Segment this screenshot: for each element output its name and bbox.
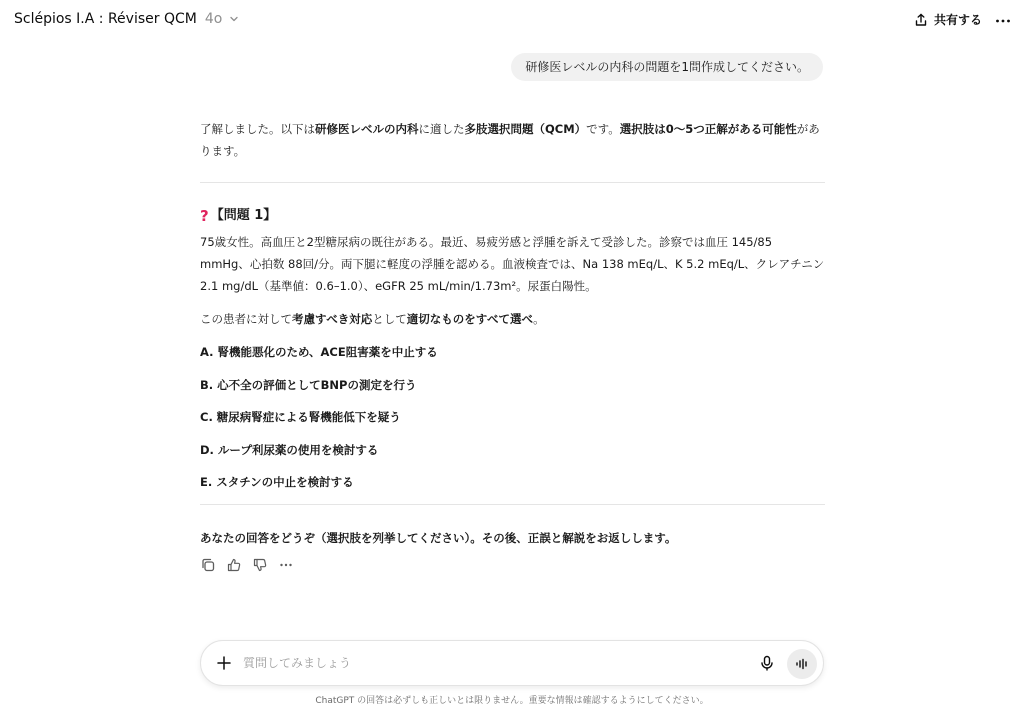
share-button[interactable]: [914, 11, 982, 28]
option-d: D. ループ利尿薬の使用を検討する: [200, 442, 379, 457]
question-mark-icon: ?: [200, 207, 209, 225]
instruction-text: 。: [533, 312, 545, 326]
question-heading: [200, 205, 825, 227]
copy-icon[interactable]: [200, 557, 216, 573]
intro-paragraph: [200, 118, 825, 162]
user-message: 研修医レベルの内科の問題を1問作成してください。: [511, 53, 823, 81]
intro-text: 了解しました。以下は: [200, 122, 315, 136]
share-icon: [914, 13, 928, 27]
top-bar: [0, 0, 1024, 42]
chevron-down-icon: [228, 13, 240, 25]
instruction: [200, 308, 825, 330]
intro-bold: 多肢選択問題（QCM）: [464, 122, 587, 136]
assistant-message: [200, 118, 825, 573]
intro-text: に適した: [418, 122, 465, 136]
instruction-text: この患者に対して: [200, 312, 292, 326]
instruction-bold: 考慮すべき対応: [292, 312, 373, 326]
thumbs-down-icon[interactable]: [252, 557, 268, 573]
model-name: 4o: [204, 11, 223, 27]
voice-mode-icon: [794, 656, 810, 672]
share-label: 共有する: [934, 13, 983, 27]
intro-bold: 選択肢は0〜5つ正解がある可能性: [619, 122, 797, 136]
divider: [200, 504, 825, 505]
mic-icon[interactable]: [758, 654, 776, 672]
more-actions-icon[interactable]: [278, 557, 294, 573]
instruction-bold: 適切なものをすべて選べ: [406, 312, 534, 326]
intro-text: です。: [586, 122, 620, 136]
option-c: C. 糖尿病腎症による腎機能低下を疑う: [200, 410, 401, 424]
option-e: E. スタチンの中止を検討する: [200, 475, 354, 489]
prompt-input[interactable]: [243, 651, 743, 675]
question-body: 75歳女性。高血圧と2型糖尿病の既往がある。最近、易疲労感と浮腫を訴えて受診した。診察では血圧 145/85 mmHg、心拍数 88回/分。両下腿に軽度の浮腫を認める。血液検査では、Na 138 mEq/L、K 5.2 mEq/L、クレアチニン 2.1 mg/dL（基準値：0.6–1.0）、eGFR 25 mL/min/1.73m²。尿蛋白陽性。: [200, 235, 825, 293]
intro-bold: 研修医レベルの内科: [315, 122, 419, 136]
divider: [200, 182, 825, 183]
chat-title: Sclépios I.A : Réviser QCM: [14, 11, 197, 27]
option-a: A. 腎機能悪化のため、ACE阻害薬を中止する: [200, 345, 438, 359]
question-title: 【問題 1】: [210, 208, 277, 223]
message-actions: [200, 557, 825, 573]
composer: [200, 640, 824, 686]
thumbs-up-icon[interactable]: [226, 557, 242, 573]
disclaimer: ChatGPT の回答は必ずしも正しいとは限りません。重要な情報は確認するようにしてください。: [315, 696, 709, 706]
intro-text: があります。: [200, 122, 820, 158]
voice-mode-button[interactable]: [787, 649, 817, 679]
option-b: B. 心不全の評価としてBNPの測定を行う: [200, 377, 417, 392]
model-switcher[interactable]: [14, 11, 240, 27]
instruction-text: として: [372, 312, 407, 326]
plus-icon[interactable]: [215, 654, 233, 672]
more-icon[interactable]: [994, 12, 1012, 30]
closing-text: あなたの回答をどうぞ（選択肢を列挙してください）。その後、正誤と解説をお返しします。: [200, 530, 677, 545]
